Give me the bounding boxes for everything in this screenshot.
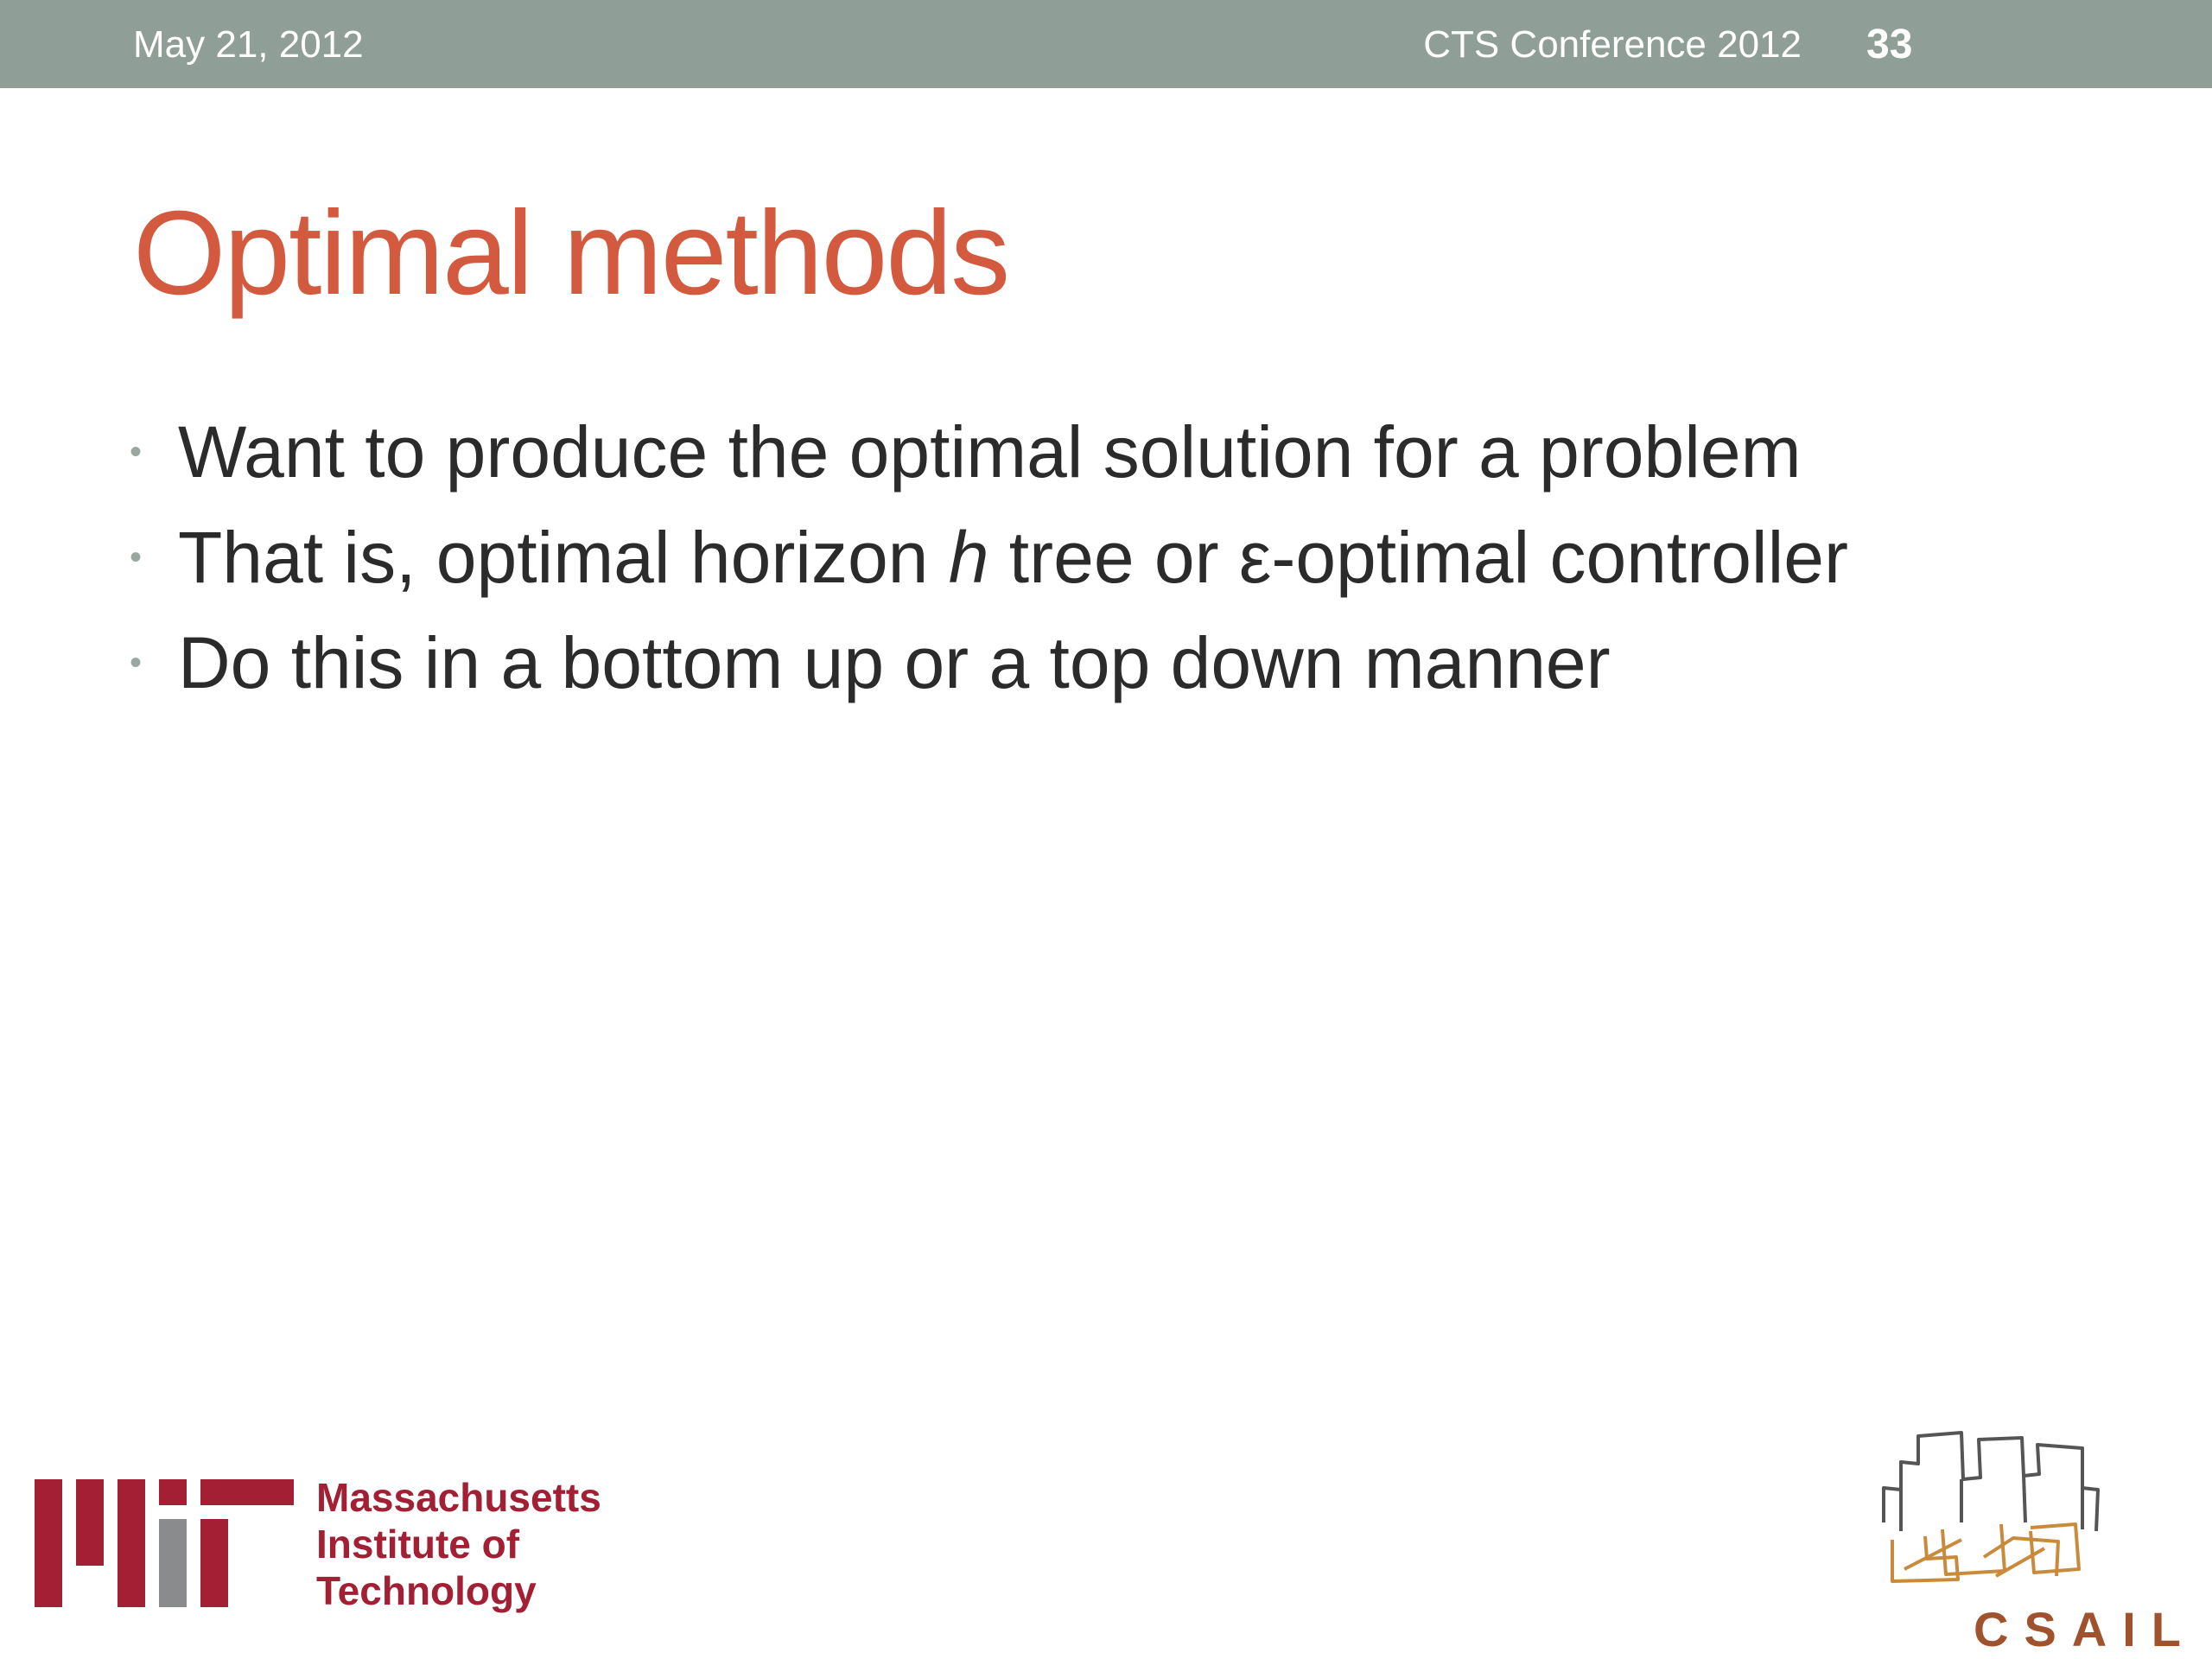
- page-number: 33: [1866, 22, 1913, 67]
- bullet-text: Do this in a bottom up or a top down manner: [178, 622, 1611, 703]
- bullet-text: [178, 514, 1848, 601]
- mit-name-line: Technology: [316, 1568, 537, 1613]
- mit-logo-icon: [35, 1479, 294, 1607]
- bullet-item: [130, 505, 1848, 610]
- csail-wordmark: CSAIL: [1974, 1602, 2196, 1656]
- bullet-dot-icon: •: [130, 644, 143, 682]
- bullet-dot-icon: •: [130, 538, 143, 576]
- csail-building-icon: [1875, 1427, 2134, 1609]
- bullet-list: [130, 399, 1848, 715]
- bullet-item: [130, 399, 1848, 505]
- bullet-text-part: tree or ε-optimal controller: [988, 517, 1848, 598]
- header-conference: CTS Conference 2012: [1423, 23, 1802, 66]
- bullet-dot-icon: •: [130, 433, 143, 471]
- bullet-text-italic: h: [948, 517, 989, 598]
- slide-title: Optimal methods: [133, 187, 1009, 320]
- header-date: May 21, 2012: [133, 23, 364, 66]
- bullet-text: Want to produce the optimal solution for a problem: [178, 411, 1802, 493]
- mit-name-line: Institute of: [316, 1522, 520, 1567]
- mit-wordmark: [316, 1474, 601, 1614]
- mit-name-line: Massachusetts: [316, 1475, 601, 1520]
- header-bar: [0, 0, 2212, 88]
- bullet-text-part: That is, optimal horizon: [178, 517, 949, 598]
- bullet-item: [130, 610, 1848, 715]
